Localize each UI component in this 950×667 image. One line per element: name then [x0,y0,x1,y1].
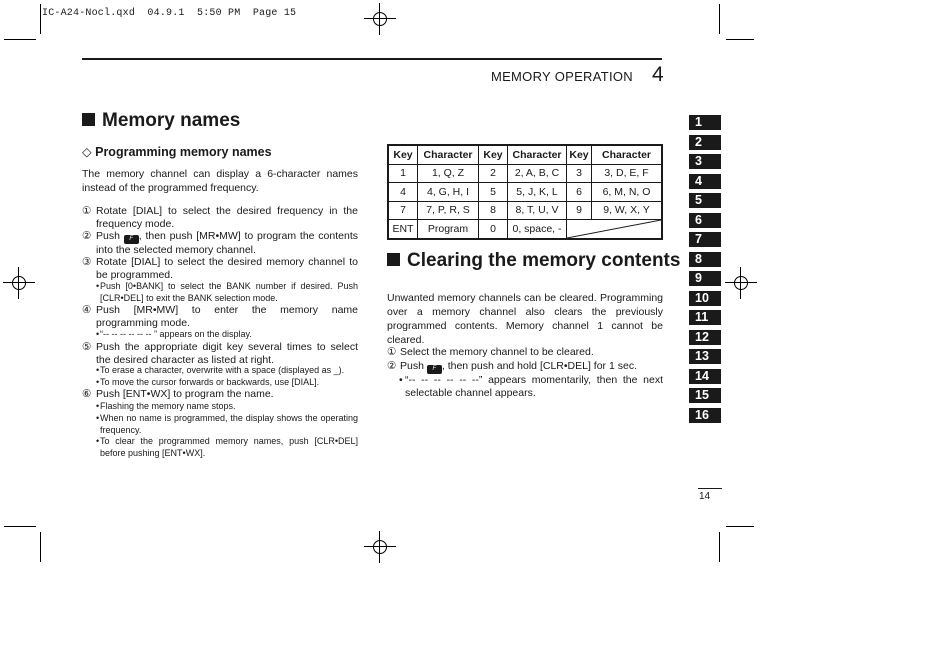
chapter-tab-6[interactable]: 6 [689,213,721,228]
column-header: Character [418,145,479,164]
table-cell: 7 [388,201,418,220]
table-cell: ENT [388,220,418,240]
step-3-note: • Push [0•BANK] to select the BANK number if desired. Push [CLR•DEL] to exit the BANK selection mode. [96,281,358,303]
intro-paragraph: The memory channel can display a 6-character names instead of the programmed frequency. [82,168,358,194]
step-5: ⑤ Push the appropriate digit key several times to select the desired character as listed at right. [82,341,358,366]
chapter-tab-4[interactable]: 4 [689,174,721,189]
table-cell: Program [418,220,479,240]
table-cell: 6 [567,183,592,202]
chapter-tab-10[interactable]: 10 [689,291,721,306]
step-3: ③ Rotate [DIAL] to select the desired memory channel to be programmed. [82,256,358,281]
empty-diagonal-cell [567,220,663,240]
table-cell: 3 [567,164,592,183]
diamond-icon: ◇ [82,145,92,159]
registration-mark [729,271,753,295]
crop-mark [726,526,754,527]
chapter-number: 4 [652,63,664,86]
registration-mark [368,535,392,559]
table-cell: 0, space, - [508,220,567,240]
step-6-note: • Flashing the memory name stops. [96,401,236,411]
column-header: Key [479,145,508,164]
function-key-icon: F [124,235,139,244]
table-cell: 8 [479,201,508,220]
clearing-intro: Unwanted memory channels can be cleared. Programming over a memory channel also clears the previously programmed contents. Memory channel 1 cannot be cleared. [387,292,663,346]
chapter-tab-8[interactable]: 8 [689,252,721,267]
chapter-tab-3[interactable]: 3 [689,154,721,169]
step-5-note: • To erase a character, overwrite with a space (displayed as _). [96,365,345,375]
table-cell: 2 [479,164,508,183]
crop-mark [719,4,720,34]
registration-mark [368,7,392,31]
square-bullet-icon [82,113,95,126]
table-row [388,183,662,202]
table-cell: 2, A, B, C [508,164,567,183]
table-cell: 7, P, R, S [418,201,479,220]
table-row [388,201,662,220]
step-4-note: • “-- -- -- -- -- -- ” appears on the display. [96,329,252,339]
crop-mark [40,4,41,34]
subsection-title: ◇ Programming memory names [82,145,272,159]
table-row [388,164,662,183]
table-cell: 6, M, N, O [592,183,663,202]
table-cell: 1, Q, Z [418,164,479,183]
table-cell: 3, D, E, F [592,164,663,183]
chapter-tab-7[interactable]: 7 [689,232,721,247]
chapter-tab-12[interactable]: 12 [689,330,721,345]
table-cell: 4, G, H, I [418,183,479,202]
header-rule [82,58,662,60]
diagonal-line [567,220,661,238]
crop-mark [726,39,754,40]
crop-mark [4,39,36,40]
registration-mark [7,271,31,295]
chapter-tab-11[interactable]: 11 [689,310,721,325]
function-key-icon: F [427,365,442,374]
chapter-tab-9[interactable]: 9 [689,271,721,286]
file-header: IC-A24-Nocl.qxd 04.9.1 5:50 PM Page 15 [42,8,297,19]
chapter-tab-16[interactable]: 16 [689,408,721,423]
step-2: ② Push F , then push [MR•MW] to program the contents into the selected memory channel. [82,230,359,256]
clear-step-2-note: • “-- -- -- -- -- --” appears momentarily, then the next selectable channel appears. [399,374,663,399]
step-1: ① Rotate [DIAL] to select the desired frequency in the frequency mode. [82,205,358,230]
chapter-tab-13[interactable]: 13 [689,349,721,364]
crop-mark [719,532,720,562]
table-cell: 5 [479,183,508,202]
step-5-note: • To move the cursor forwards or backwards, use [DIAL]. [96,377,320,387]
table-cell: 0 [479,220,508,240]
chapter-tab-15[interactable]: 15 [689,388,721,403]
clear-step-2: ② Push F , then push and hold [CLR•DEL] for 1 sec. [387,360,637,372]
table-header-row [388,145,662,164]
table-cell: 4 [388,183,418,202]
crop-mark [40,532,41,562]
table-cell: 8, T, U, V [508,201,567,220]
chapter-tab-5[interactable]: 5 [689,193,721,208]
step-6: ⑥ Push [ENT•WX] to program the name. [82,388,274,400]
step-6-note: • When no name is programmed, the display shows the operating frequency. [96,413,358,435]
column-header: Character [592,145,663,164]
table-cell: 9, W, X, Y [592,201,663,220]
key-character-table [387,144,663,240]
chapter-tab-2[interactable]: 2 [689,135,721,150]
table-cell: 9 [567,201,592,220]
column-header: Key [388,145,418,164]
section-title-clearing: Clearing the memory contents [387,250,680,272]
step-6-note: • To clear the programmed memory names, push [CLR•DEL] before pushing [ENT•WX]. [96,436,358,458]
page-number: 14 [699,491,711,502]
step-4: ④ Push [MR•MW] to enter the memory name programming mode. [82,304,358,329]
table-row [388,220,662,240]
table-cell: 5, J, K, L [508,183,567,202]
column-header: Character [508,145,567,164]
clear-step-1: ① Select the memory channel to be cleared. [387,346,594,358]
chapter-tab-14[interactable]: 14 [689,369,721,384]
section-title-memory-names: Memory names [82,110,240,132]
square-bullet-icon [387,253,400,266]
table-cell: 1 [388,164,418,183]
page-number-rule [698,488,722,489]
chapter-tab-1[interactable]: 1 [689,115,721,130]
chapter-title: MEMORY OPERATION [490,69,633,84]
column-header: Key [567,145,592,164]
crop-mark [4,526,36,527]
